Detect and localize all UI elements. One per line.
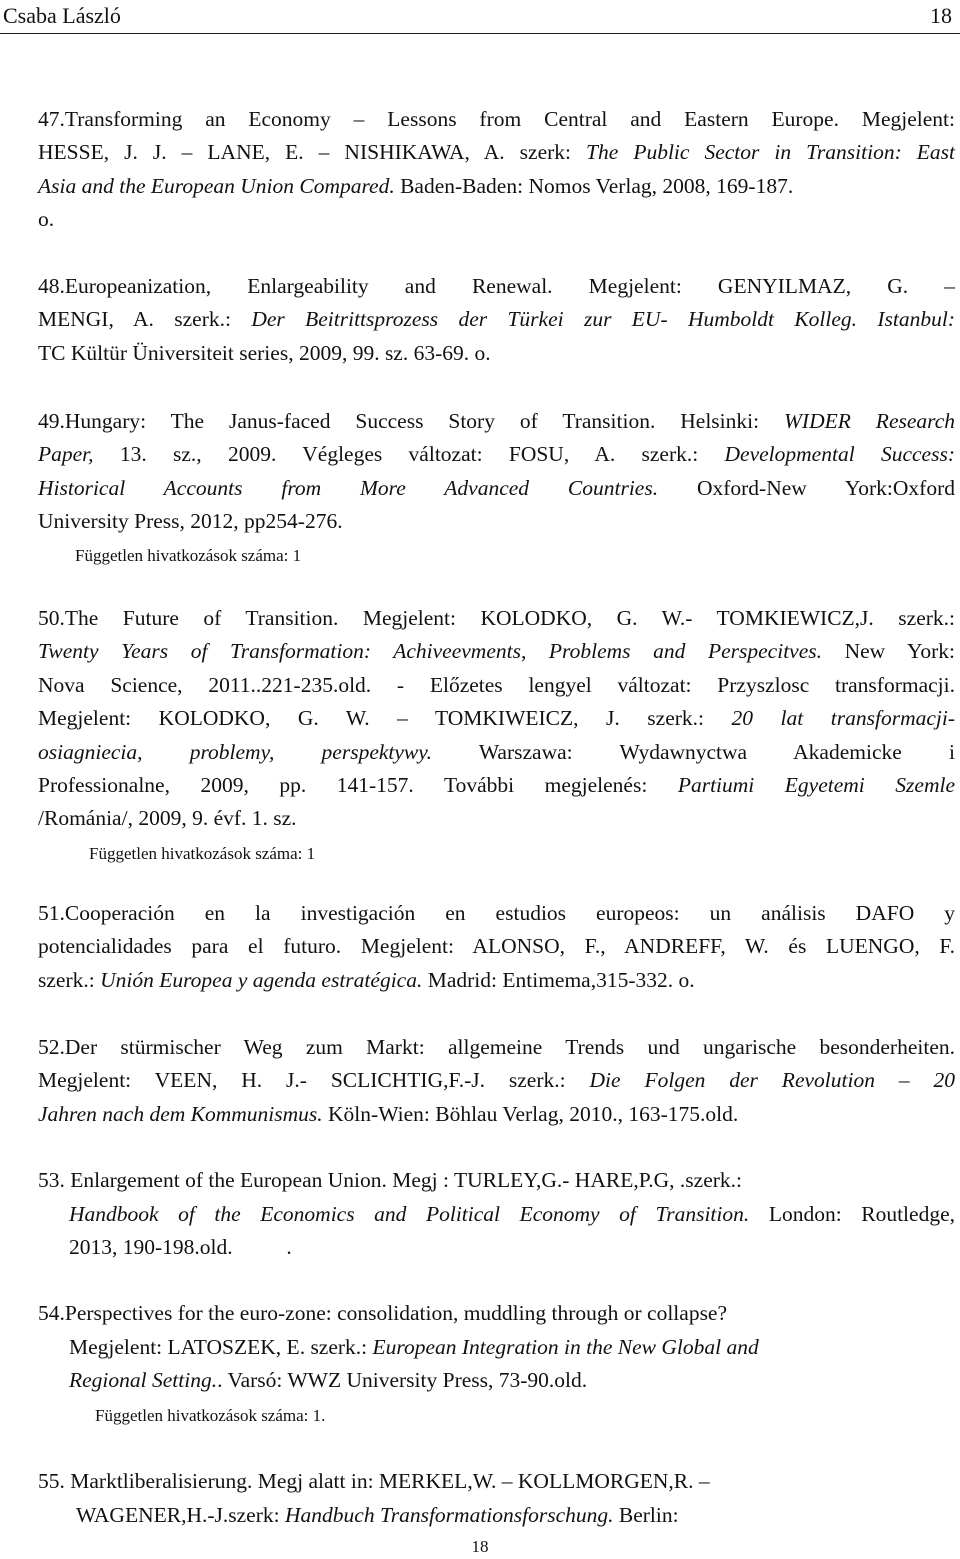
entry-line: University Press, 2012, pp254-276.	[38, 509, 343, 534]
bibliography-entry-53-continued	[69, 1198, 955, 1265]
running-head-author: Csaba László	[3, 3, 121, 28]
bibliography-entry-51	[38, 897, 955, 997]
entry-line: Twenty Years of Transformation: Achiveevments, Problems and Perspecitves. New York:	[38, 639, 955, 664]
entry-line: 52.Der stürmischer Weg zum Markt: allgemeine Trends und ungarische besonderheiten.	[38, 1035, 955, 1059]
bibliography-entry-52	[38, 1031, 955, 1131]
page-header	[0, 0, 960, 33]
entry-line: HESSE, J. J. – LANE, E. – NISHIKAWA, A. szerk: The Public Sector in Transition: East	[38, 140, 955, 165]
entry-line: WAGENER,H.-J.szerk: Handbuch Transformationsforschung. Berlin:	[76, 1503, 679, 1527]
entry-line: Megjelent: LATOSZEK, E. szerk.: European Integration in the New Global and	[69, 1335, 759, 1359]
entry-line: 55. Marktliberalisierung. Megj alatt in: MERKEL,W. – KOLLMORGEN,R. –	[38, 1469, 710, 1493]
bibliography-entry-55	[38, 1465, 955, 1498]
entry-line: Jahren nach dem Kommunismus. Köln-Wien: Böhlau Verlag, 2010., 163-175.old.	[38, 1101, 739, 1126]
running-head-page-number: 18	[930, 3, 952, 28]
entry-line: Handbook of the Economics and Political Economy of Transition. London: Routledge,	[69, 1202, 955, 1226]
bibliography-entry-55-continued	[76, 1499, 955, 1532]
bibliography-entry-54-continued	[69, 1331, 955, 1398]
bibliography-entry-49	[38, 405, 955, 539]
bibliography-entry-47	[38, 103, 955, 237]
footer-page-number: 18	[471, 1537, 489, 1556]
entry-line: /Románia/, 2009, 9. évf. 1. sz.	[38, 806, 297, 831]
entry-line: szerk.: Unión Europea y agenda estratégica. Madrid: Entimema,315-332. o.	[38, 967, 695, 992]
bibliography-entry-50	[38, 602, 955, 836]
entry-line: 51.Cooperación en la investigación en estudios europeos: un análisis DAFO y	[38, 901, 955, 925]
bibliography-entry-54	[38, 1297, 955, 1330]
entry-line: 50.The Future of Transition. Megjelent: KOLODKO, G. W.- TOMKIEWICZ,J. szerk.:	[38, 606, 955, 630]
bibliography-entry-48	[38, 270, 955, 370]
entry-line: Asia and the European Union Compared. Baden-Baden: Nomos Verlag, 2008, 169-187.	[38, 173, 794, 198]
bibliography-entry-53	[38, 1164, 955, 1197]
header-divider	[0, 33, 960, 34]
entry-line: Nova Science, 2011..221-235.old. - Előzetes lengyel változat: Przyszlosc transformacji.	[38, 672, 955, 697]
entry-line: 49.Hungary: The Janus-faced Success Story of Transition. Helsinki: WIDER Research	[38, 409, 956, 433]
citation-count-note: Független hivatkozások száma: 1	[89, 844, 316, 863]
entry-line: Megjelent: KOLODKO, G. W. – TOMKIWEICZ, J. szerk.: 20 lat transformacji-	[38, 706, 955, 731]
entry-line: 2013, 190-198.old. .	[69, 1235, 292, 1260]
entry-line: MENGI, A. szerk.: Der Beitrittsprozess der Türkei zur EU- Humboldt Kolleg. Istanbul:	[38, 307, 956, 332]
entry-line: 53. Enlargement of the European Union. Megj : TURLEY,G.- HARE,P.G, .szerk.:	[38, 1168, 743, 1192]
entry-line: potencialidades para el futuro. Megjelent: ALONSO, F., ANDREFF, W. és LUENGO, F.	[38, 934, 955, 959]
entry-line: osiagniecia, problemy, perspektywy. Warszawa: Wydawnyctwa Akademicke i	[38, 739, 955, 764]
entry-line: 54.Perspectives for the euro-zone: consolidation, muddling through or collapse?	[38, 1301, 728, 1325]
citation-count-note: Független hivatkozások száma: 1	[75, 546, 302, 565]
entry-line: o.	[38, 207, 55, 232]
entry-line: Paper, 13. sz., 2009. Végleges változat: FOSU, A. szerk.: Developmental Success:	[38, 442, 955, 467]
entry-line: 47.Transforming an Economy – Lessons from Central and Eastern Europe. Megjelent:	[38, 107, 955, 131]
entry-line: 48.Europeanization, Enlargeability and Renewal. Megjelent: GENYILMAZ, G. –	[38, 274, 955, 298]
entry-line: Megjelent: VEEN, H. J.- SCLICHTIG,F.-J. szerk.: Die Folgen der Revolution – 20	[38, 1068, 955, 1093]
citation-count-note: Független hivatkozások száma: 1.	[95, 1406, 326, 1425]
entry-line: Regional Setting.. Varsó: WWZ University Press, 73-90.old.	[69, 1368, 588, 1393]
entry-line: Historical Accounts from More Advanced Countries. Oxford-New York:Oxford	[38, 475, 955, 500]
entry-line: TC Kültür Üniversiteit series, 2009, 99. sz. 63-69. o.	[38, 340, 491, 365]
entry-line: Professionalne, 2009, pp. 141-157. További megjelenés: Partiumi Egyetemi Szemle	[38, 772, 956, 797]
